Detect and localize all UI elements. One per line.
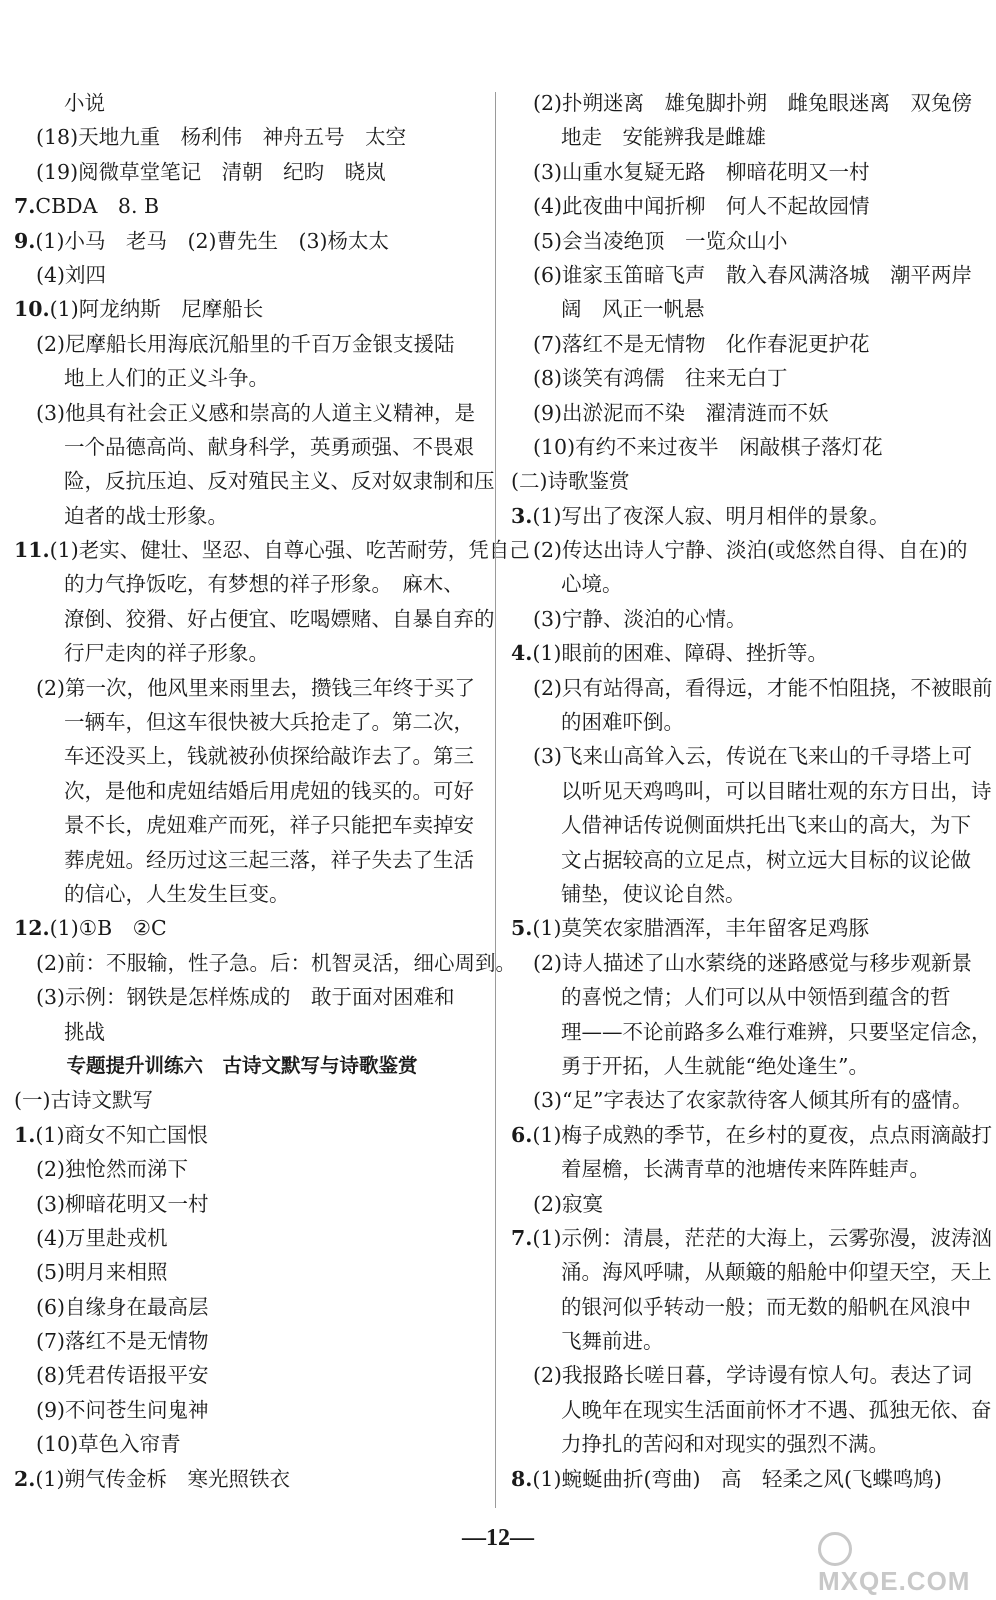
answer-line <box>511 1083 981 1117</box>
answer-text: 迫者的战士形象。 <box>64 503 228 528</box>
answer-line <box>511 86 981 120</box>
answer-line <box>14 808 480 842</box>
answer-text: 文占据较高的立足点，树立远大目标的议论做 <box>561 847 971 872</box>
answer-text: 阔 风正一帆悬 <box>561 297 705 322</box>
answer-text: (7)落红不是无情物 <box>36 1329 209 1354</box>
answer-text: 潦倒、狡猾、好占便宜、吃喝嫖赌、自暴自弃的 <box>64 606 495 631</box>
answer-text: 地走 安能辨我是雌雄 <box>561 125 766 150</box>
answer-line <box>14 1118 480 1152</box>
answer-text: 小说 <box>64 91 105 115</box>
answer-text: 专题提升训练六 古诗文默写与诗歌鉴赏 <box>66 1053 418 1077</box>
answer-line <box>14 1152 480 1186</box>
answer-text: 景不长，虎妞难产而死，祥子只能把车卖掉安 <box>64 813 474 838</box>
answer-line <box>14 430 480 464</box>
answer-line <box>511 1290 981 1324</box>
answer-line <box>14 1083 480 1117</box>
answer-line <box>14 1462 480 1496</box>
answer-line <box>14 567 480 601</box>
answer-line <box>14 774 480 808</box>
answer-text: (5)明月来相照 <box>36 1260 168 1285</box>
answer-text: (2)寂寞 <box>533 1191 604 1216</box>
answer-line <box>14 1290 480 1324</box>
answer-line <box>511 327 981 361</box>
answer-line <box>14 1255 480 1289</box>
answer-text: 飞舞前进。 <box>561 1329 664 1354</box>
answer-text: (1)莫笑农家腊酒浑，丰年留客足鸡豚 <box>532 916 869 941</box>
answer-text: CBDA 8. B <box>35 194 160 219</box>
answer-text: (2)诗人描述了山水萦绕的迷路感觉与移步观新景 <box>533 950 973 975</box>
answer-text: 人晚年在现实生活面前怀才不遇、孤独无依、奋 <box>561 1397 992 1422</box>
answer-line <box>511 430 981 464</box>
answer-line <box>14 946 517 980</box>
answer-line <box>511 396 981 430</box>
answer-text: 勇于开拓，人生就能“绝处逢生”。 <box>561 1053 869 1078</box>
answer-line <box>511 946 981 980</box>
answer-text: 的银河似乎转动一般；而无数的船帆在风浪中 <box>561 1294 971 1319</box>
answer-text: (1)商女不知亡国恨 <box>35 1122 208 1147</box>
answer-line <box>14 499 480 533</box>
answer-text: 车还没买上，钱就被孙侦探给敲诈去了。第三 <box>64 744 474 769</box>
right-column <box>511 86 993 1496</box>
question-number: 8. <box>511 1466 533 1491</box>
left-column <box>14 86 530 1496</box>
answer-text: (1)阿龙纳斯 尼摩船长 <box>49 297 264 322</box>
answer-line <box>14 327 480 361</box>
answer-line <box>511 533 981 567</box>
answer-line <box>511 1427 981 1461</box>
answer-text: (9)出淤泥而不染 濯清涟而不妖 <box>533 400 829 425</box>
section-heading <box>14 1049 480 1083</box>
answer-text: (3)柳暗花明又一村 <box>36 1191 209 1216</box>
answer-text: 一个品德高尚、献身科学，英勇顽强、不畏艰 <box>64 434 474 459</box>
answer-line <box>511 774 992 808</box>
answer-text: (4)此夜曲中闻折柳 何人不起故园情 <box>533 194 870 219</box>
question-number: 10. <box>14 297 50 322</box>
answer-text: 险，反抗压迫、反对殖民主义、反对奴隶制和压 <box>64 469 495 494</box>
answer-text: (5)会当凌绝顶 一览众山小 <box>533 228 788 253</box>
answer-line <box>14 120 480 154</box>
answer-text: (1)①B ②C <box>49 916 167 941</box>
answer-text: (1)蜿蜒曲折(弯曲) 高 轻柔之风(飞蝶鸣鸠) <box>532 1466 942 1491</box>
page-number: —12— <box>462 1525 534 1551</box>
answer-text: (19)阅微草堂笔记 清朝 纪昀 晓岚 <box>36 159 386 184</box>
answer-text: (3)示例：钢铁是怎样炼成的 敢于面对困难和 <box>36 985 455 1010</box>
answer-line <box>511 739 981 773</box>
answer-text: 葬虎妞。经历过这三起三落，祥子失去了生活 <box>64 847 474 872</box>
answer-text: 理——不论前路多么难行难辨，只要坚定信念， <box>561 1019 992 1044</box>
answer-line <box>511 155 981 189</box>
answer-text: (1)小马 老马 (2)曹先生 (3)杨太太 <box>35 228 390 253</box>
answer-text: (1)老实、健壮、坚忍、自尊心强、吃苦耐劳，凭自己 <box>49 538 530 563</box>
watermark-logo-icon <box>818 1532 852 1566</box>
answer-line <box>14 739 480 773</box>
question-number: 11. <box>14 538 50 563</box>
answer-text: (3)“足”字表达了农家款待客人倾其所有的盛情。 <box>533 1088 973 1113</box>
answer-text: 铺垫，使议论自然。 <box>561 881 746 906</box>
answer-text: (1)梅子成熟的季节，在乡村的夏夜，点点雨滴敲打 <box>532 1122 992 1147</box>
answer-line <box>511 808 981 842</box>
answer-text: (3)他具有社会正义感和崇高的人道主义精神，是 <box>36 400 476 425</box>
answer-line <box>14 911 480 945</box>
answer-text: 的力气挣饭吃，有梦想的祥子形象。 麻木、 <box>64 572 464 597</box>
answer-line <box>14 1324 480 1358</box>
answer-text: (3)宁静、淡泊的心情。 <box>533 606 747 631</box>
answer-text: (8)谈笑有鸿儒 往来无白丁 <box>533 366 788 391</box>
answer-line <box>511 567 981 601</box>
answer-line <box>511 1015 992 1049</box>
answer-text: 心境。 <box>561 572 623 597</box>
answer-line <box>14 361 480 395</box>
answer-text: 力挣扎的苦闷和对现实的强烈不满。 <box>561 1432 889 1457</box>
answer-line <box>14 843 480 877</box>
answer-line <box>511 877 981 911</box>
answer-text: (10)草色入帘青 <box>36 1432 181 1457</box>
answer-line <box>511 292 981 326</box>
answer-line <box>511 1324 981 1358</box>
column-divider <box>495 92 496 1508</box>
answer-text: 以听见天鸡鸣叫，可以目睹壮观的东方日出，诗 <box>561 778 992 803</box>
answer-text: (1)眼前的困难、障碍、挫折等。 <box>532 641 828 666</box>
answer-line <box>14 671 480 705</box>
question-number: 2. <box>14 1466 36 1491</box>
answer-text: (9)不问苍生问鬼神 <box>36 1397 209 1422</box>
answer-text: (1)写出了夜深人寂、明月相伴的景象。 <box>532 503 890 528</box>
answer-line <box>511 980 981 1014</box>
answer-line <box>14 636 480 670</box>
watermark-text: MXQE.COM <box>818 1566 971 1597</box>
answer-text: (2)扑朔迷离 雄兔脚扑朔 雌兔眼迷离 双兔傍 <box>533 91 973 115</box>
answer-text: (4)刘四 <box>36 262 107 287</box>
answer-text: (18)天地九重 杨利伟 神舟五号 太空 <box>36 125 407 150</box>
answer-text: (2)只有站得高，看得远，才能不怕阻挠，不被眼前 <box>533 675 993 700</box>
answer-line <box>511 258 981 292</box>
answer-line <box>511 843 981 877</box>
answer-line <box>14 1393 480 1427</box>
answer-line <box>511 120 981 154</box>
answer-line <box>14 258 480 292</box>
answer-text: (二)诗歌鉴赏 <box>511 469 630 494</box>
answer-text: 的喜悦之情；人们可以从中领悟到蕴含的哲 <box>561 985 951 1010</box>
answer-text: 地上人们的正义斗争。 <box>64 366 269 391</box>
answer-line <box>14 464 495 498</box>
answer-line <box>14 396 480 430</box>
answer-text: (7)落红不是无情物 化作春泥更护花 <box>533 331 870 356</box>
answer-text: (3)山重水复疑无路 柳暗花明又一村 <box>533 159 870 184</box>
answer-line <box>14 1427 480 1461</box>
answer-text: 涌。海风呼啸，从颠簸的船舱中仰望天空，天上 <box>561 1260 992 1285</box>
question-number: 1. <box>14 1122 36 1147</box>
question-number: 7. <box>14 194 36 219</box>
question-number: 3. <box>511 503 533 528</box>
answer-text: (2)第一次，他风里来雨里去，攒钱三年终于买了 <box>36 675 476 700</box>
answer-text: (1)示例：清晨，茫茫的大海上，云雾弥漫，波涛汹 <box>532 1225 992 1250</box>
answer-text: (2)传达出诗人宁静、淡泊(或悠然自得、自在)的 <box>533 538 968 563</box>
answer-text: 的信心，人生发生巨变。 <box>64 881 290 906</box>
answer-line <box>14 980 480 1014</box>
answer-line <box>14 86 480 120</box>
answer-line <box>511 602 981 636</box>
answer-line <box>14 533 530 567</box>
question-number: 9. <box>14 228 36 253</box>
answer-line <box>511 911 981 945</box>
answer-line <box>511 1152 981 1186</box>
question-number: 6. <box>511 1122 533 1147</box>
question-number: 4. <box>511 641 533 666</box>
answer-text: 着屋檐，长满青草的池塘传来阵阵蛙声。 <box>561 1157 930 1182</box>
answer-text: (4)万里赴戎机 <box>36 1225 168 1250</box>
answer-line <box>511 1462 981 1496</box>
answer-line <box>511 636 981 670</box>
answer-text: (6)自缘身在最高层 <box>36 1294 209 1319</box>
answer-line <box>511 1118 992 1152</box>
answer-text: (2)独怆然而涕下 <box>36 1157 189 1182</box>
answer-text: (2)我报路长嗟日暮，学诗谩有惊人句。表达了词 <box>533 1363 973 1388</box>
answer-text: 行尸走肉的祥子形象。 <box>64 641 269 666</box>
answer-line <box>14 155 480 189</box>
answer-line <box>511 1049 981 1083</box>
answer-text: (3)飞来山高耸入云，传说在飞来山的千寻塔上可 <box>533 744 973 769</box>
answer-line <box>14 1187 480 1221</box>
answer-line <box>14 224 480 258</box>
answer-line <box>511 1255 992 1289</box>
answer-text: (2)前：不服输，性子急。后：机智灵活，细心周到。 <box>36 950 517 975</box>
answer-text: (10)有约不来过夜半 闲敲棋子落灯花 <box>533 434 883 459</box>
answer-line <box>511 361 981 395</box>
answer-line <box>14 877 480 911</box>
answer-text: (一)古诗文默写 <box>14 1088 153 1113</box>
answer-line <box>511 671 993 705</box>
answer-line <box>511 1187 981 1221</box>
answer-line <box>511 1358 981 1392</box>
answer-text: (1)朔气传金柝 寒光照铁衣 <box>35 1466 290 1491</box>
answer-line <box>14 1221 480 1255</box>
answer-text: 挑战 <box>64 1019 105 1044</box>
question-number: 12. <box>14 916 50 941</box>
answer-line <box>14 189 480 223</box>
answer-line <box>14 705 480 739</box>
answer-line <box>511 189 981 223</box>
answer-line <box>14 602 495 636</box>
question-number: 5. <box>511 916 533 941</box>
answer-line <box>14 1358 480 1392</box>
answer-text: 人借神话传说侧面烘托出飞来山的高大，为下 <box>561 813 971 838</box>
watermark <box>818 1532 996 1597</box>
answer-line <box>14 1015 480 1049</box>
answer-text: (2)尼摩船长用海底沉船里的千百万金银支援陆 <box>36 331 455 356</box>
answer-text: (6)谁家玉笛暗飞声 散入春风满洛城 潮平两岸 <box>533 262 973 287</box>
answer-text: 次，是他和虎妞结婚后用虎妞的钱买的。可好 <box>64 778 474 803</box>
answer-text: 的困难吓倒。 <box>561 710 684 735</box>
answer-text: (8)凭君传语报平安 <box>36 1363 209 1388</box>
answer-line <box>511 1393 992 1427</box>
answer-line <box>511 1221 992 1255</box>
answer-line <box>14 292 480 326</box>
answer-line <box>511 705 981 739</box>
question-number: 7. <box>511 1225 533 1250</box>
answer-line <box>511 499 981 533</box>
answer-line <box>511 464 981 498</box>
answer-text: 一辆车，但这车很快被大兵抢走了。第二次， <box>64 710 474 735</box>
answer-line <box>511 224 981 258</box>
